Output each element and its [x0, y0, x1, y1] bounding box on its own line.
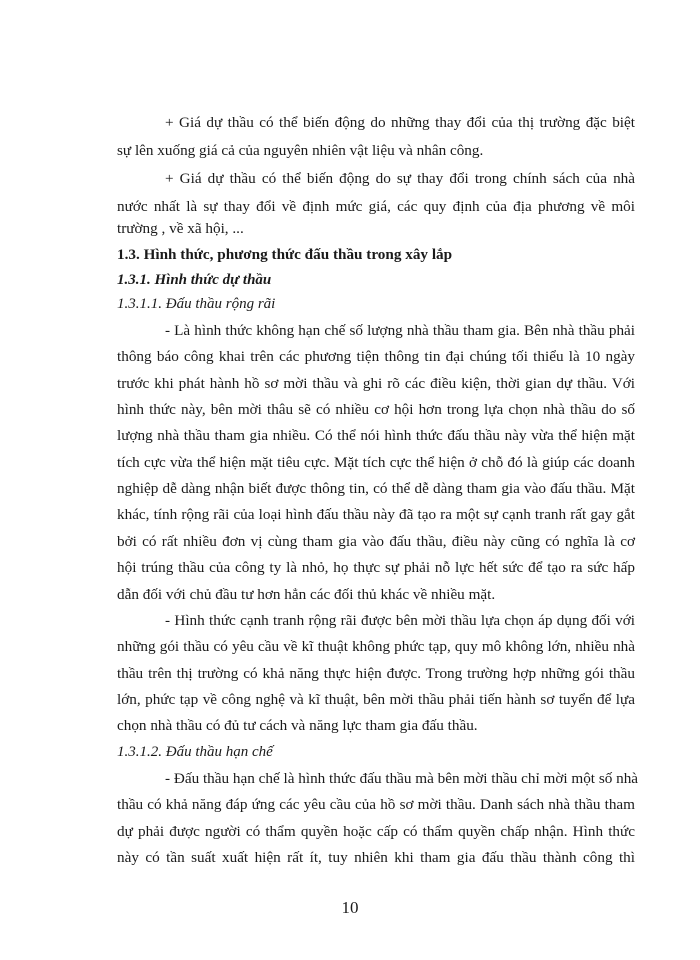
page-number: 10	[341, 898, 359, 917]
paragraph-line: - Đấu thầu hạn chế là hình thức đấu thầu mà bên mời thầu chỉ mời một số nhà	[165, 770, 639, 787]
paragraph-line: thầu có khả năng đáp ứng các yêu cầu của hồ sơ mời thầu. Danh sách nhà thầu tham	[117, 796, 635, 813]
paragraph-line: nước nhất là sự thay đổi về định mức giá, các quy định của địa phương về môi	[117, 198, 635, 215]
paragraph-line: - Là hình thức không hạn chế số lượng nhà thầu tham gia. Bên nhà thầu phải	[165, 322, 635, 339]
paragraph-line: trước khi phát hành hồ sơ mời thầu và ghi rõ các điều kiện, thời gian dự thầu. Với	[117, 375, 635, 392]
paragraph-line: những gói thầu có yêu cầu về kĩ thuật không phức tạp, quy mô không lớn, nhiều nhà	[117, 638, 635, 655]
paragraph-line: chọn nhà thầu có đủ tư cách và năng lực tham gia đấu thầu.	[117, 717, 478, 734]
paragraph-line: thông báo công khai trên các phương tiện thông tin đại chúng tối thiểu là 10 ngày	[117, 348, 635, 365]
paragraph-line: nghiệp dễ dàng nhận biết được thông tin, có thể dễ dàng tham gia vào đấu thầu. Mặt	[117, 480, 635, 497]
paragraph-line: lớn, phức tạp về công nghệ và kĩ thuật, bên mời thầu phải tiến hành sơ tuyển để lựa	[117, 691, 635, 708]
paragraph-line: - Hình thức cạnh tranh rộng rãi được bên mời thầu lựa chọn áp dụng đối với	[165, 612, 635, 629]
paragraph-line: sự lên xuống giá cả của nguyên nhiên vật liệu và nhân công.	[117, 142, 484, 159]
paragraph-line: dẫn đối với chủ đầu tư hơn hẳn các đối thủ khác về nhiều mặt.	[117, 586, 496, 603]
subsubsection-heading: 1.3.1.1. Đấu thầu rộng rãi	[117, 296, 276, 312]
paragraph-line: hình thức này, bên mời thâu sẽ có nhiều cơ hội hơn trong lựa chọn nhà thầu do số	[117, 401, 635, 418]
subsection-heading: 1.3.1. Hình thức dự thầu	[117, 272, 272, 288]
paragraph-line: tích cực vừa thể hiện mặt tiêu cực. Mặt tích cực thể hiện ở chỗ đó là giúp các doanh	[117, 454, 635, 471]
section-heading: 1.3. Hình thức, phương thức đấu thầu trong xây lắp	[117, 246, 453, 263]
subsubsection-heading: 1.3.1.2. Đấu thầu hạn chế	[117, 744, 273, 760]
paragraph-line: lượng nhà thầu tham gia nhiều. Có thể nói hình thức đấu thầu này vừa thể hiện mặt	[117, 427, 635, 444]
paragraph-line: bởi có rất nhiều đơn vị cùng tham gia vào đấu thầu, điều này cũng có nghĩa là cơ	[117, 533, 635, 550]
paragraph-line: này có tần suất xuất hiện rất ít, tuy nhiên khi tham gia đấu thầu thành công thì	[117, 849, 635, 866]
paragraph-line: khác, tính rộng rãi của loại hình đấu thầu này đã tạo ra một sự cạnh tranh rất gay gắt	[117, 506, 635, 523]
paragraph-line: thầu trên thị trường có khả năng thực hiện được. Trong trường hợp những gói thầu	[117, 665, 635, 682]
paragraph-line: hội trúng thầu của công ty là nhỏ, họ thực sự phải nỗ lực hết sức để tạo ra sức hấp	[117, 559, 635, 576]
paragraph-line: + Giá dự thầu có thể biến động do những thay đổi của thị trường đặc biệt	[165, 114, 635, 131]
paragraph-line: + Giá dự thầu có thể biến động do sự thay đổi trong chính sách của nhà	[165, 170, 635, 187]
paragraph-line: trường , về xã hội, ...	[117, 220, 244, 237]
paragraph-line: dự phải được người có thẩm quyền hoặc cấp có thẩm quyền chấp nhận. Hình thức	[117, 823, 635, 840]
